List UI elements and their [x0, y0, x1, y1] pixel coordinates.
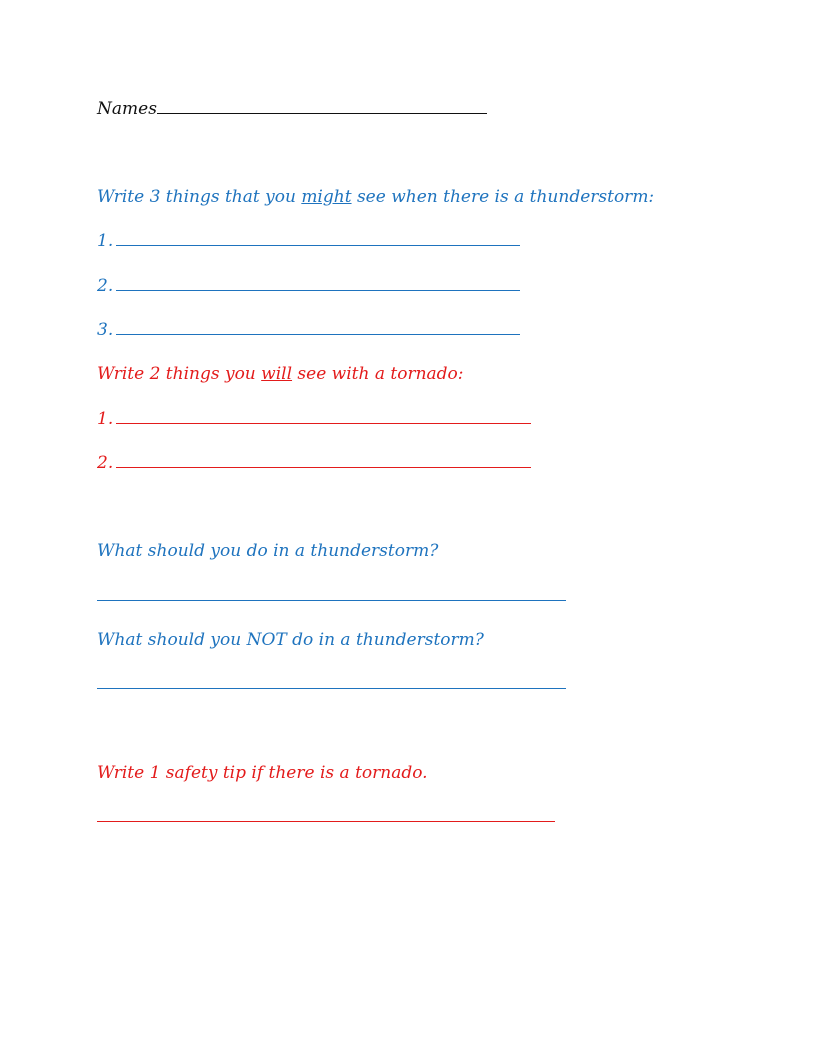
question-not-do-in-thunderstorm — [97, 629, 484, 651]
question-tornado-things — [97, 363, 464, 385]
answer-blank[interactable] — [97, 806, 555, 822]
answer-number: 2. — [97, 276, 114, 296]
q1-suffix: see when there is a thunderstorm: — [351, 187, 655, 207]
names-line — [97, 98, 487, 120]
answer-number: 1. — [97, 231, 114, 251]
answer-blank[interactable] — [116, 230, 520, 246]
question-thunderstorm-things — [97, 186, 654, 208]
answer-blank[interactable] — [97, 673, 566, 689]
q2-suffix: see with a tornado: — [292, 364, 464, 384]
q1-emphasis: might — [301, 187, 352, 207]
answer-line-tornado-2 — [97, 452, 531, 474]
names-blank[interactable] — [157, 98, 487, 114]
q2-prefix: Write 2 things you — [97, 364, 262, 384]
answer-number: 2. — [97, 453, 114, 473]
q3-text: What should you do in a thunderstorm? — [97, 541, 439, 561]
answer-blank[interactable] — [97, 585, 566, 601]
answer-blank[interactable] — [116, 319, 520, 335]
question-tornado-safety-tip — [97, 762, 428, 784]
answer-line-2 — [97, 275, 520, 297]
q2-emphasis: will — [261, 364, 293, 384]
answer-number: 1. — [97, 409, 114, 429]
q4-text: What should you NOT do in a thunderstorm? — [97, 630, 484, 650]
answer-line-not-do — [97, 673, 566, 695]
answer-line-safety-tip — [97, 806, 555, 828]
q1-prefix: Write 3 things that you — [97, 187, 302, 207]
names-label: Names — [97, 99, 157, 119]
answer-line-1 — [97, 230, 520, 252]
answer-line-3 — [97, 319, 520, 341]
answer-line-do — [97, 585, 566, 607]
answer-blank[interactable] — [116, 452, 531, 468]
answer-line-tornado-1 — [97, 408, 531, 430]
q5-text: Write 1 safety tip if there is a tornado. — [97, 763, 428, 783]
answer-blank[interactable] — [116, 408, 531, 424]
answer-number: 3. — [97, 320, 114, 340]
question-do-in-thunderstorm — [97, 540, 438, 562]
answer-blank[interactable] — [116, 275, 520, 291]
